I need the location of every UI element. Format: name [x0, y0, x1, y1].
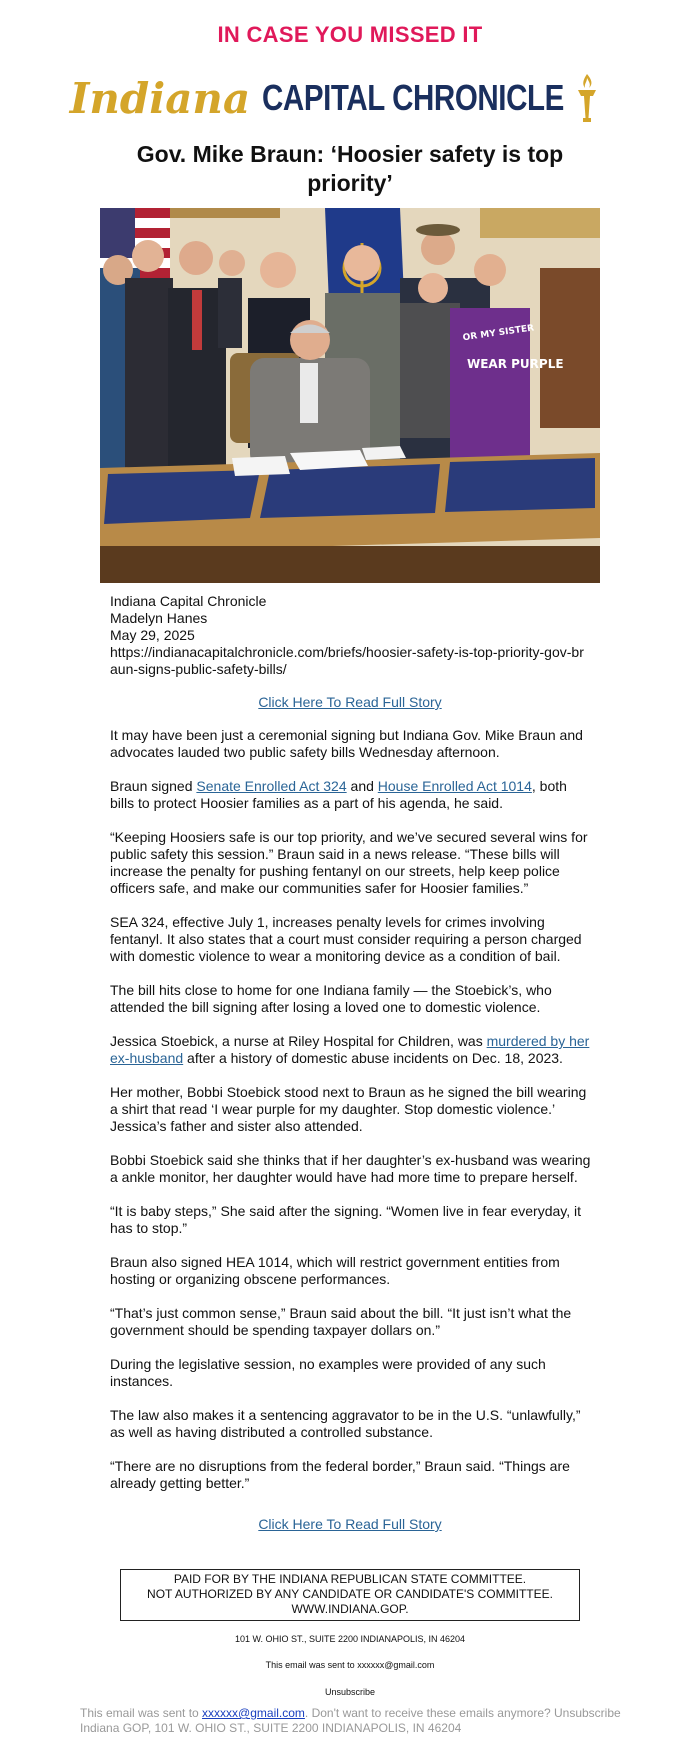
- disclaimer-line-1: PAID FOR BY THE INDIANA REPUBLICAN STATE COMMITTEE.: [173, 1572, 527, 1586]
- esp-suffix[interactable]: . Don't want to receive these emails anymore? Unsubscribe: [304, 1706, 621, 1720]
- paragraph-6: [110, 1033, 592, 1067]
- paragraph-2: [110, 778, 592, 812]
- read-full-story-link-bottom[interactable]: Click Here To Read Full Story: [258, 1516, 442, 1532]
- meta-date: May 29, 2025: [110, 627, 195, 643]
- article-body: [110, 727, 592, 1509]
- meta-publication: Indiana Capital Chronicle: [110, 593, 267, 609]
- article-meta: [110, 593, 590, 678]
- disclaimer-line-3: WWW.INDIANA.GOP.: [291, 1602, 409, 1616]
- p2-text-b: and: [346, 778, 378, 794]
- paragraph-11: “That’s just common sense,” Braun said about the bill. “It just isn’t what the government should be spending taxpayer dollars on.”: [110, 1305, 572, 1338]
- shirt-text-1: OR MY SISTER: [462, 323, 535, 344]
- article-headline: Gov. Mike Braun: ‘Hoosier safety is top priority’: [136, 141, 564, 196]
- paragraph-4: SEA 324, effective July 1, increases penalty levels for crimes involving fentanyl. It also states that a court must consider requiring a person charged with domestic violence to wear a monitoring device as a condition of bail.: [110, 914, 582, 964]
- disclaimer-line-2: NOT AUTHORIZED BY ANY CANDIDATE OR CANDIDATE'S COMMITTEE.: [147, 1587, 553, 1601]
- paragraph-9: “It is baby steps,” She said after the signing. “Women live in fear everyday, it has to stop.”: [110, 1203, 582, 1236]
- footer-address: 101 W. OHIO ST., SUITE 2200 INDIANAPOLIS, IN 46204: [234, 1634, 466, 1644]
- paid-for-disclaimer: [120, 1569, 580, 1621]
- unsubscribe-link[interactable]: Unsubscribe: [324, 1687, 376, 1697]
- esp-address: Indiana GOP, 101 W. OHIO ST., SUITE 2200 INDIANAPOLIS, IN 46204: [80, 1721, 462, 1735]
- masthead-logo[interactable]: [69, 72, 600, 124]
- meta-url: https://indianacapitalchronicle.com/briefs/hoosier-safety-is-top-priority-gov-braun-signs-public-safety-bills/: [110, 644, 584, 677]
- paragraph-7: Her mother, Bobbi Stoebick stood next to Braun as he signed the bill wearing a shirt that read ‘I wear purple for my daughter. Stop domestic violence.’ Jessica’s father and sister also attended.: [110, 1084, 587, 1134]
- p6-text-a: Jessica Stoebick, a nurse at Riley Hospital for Children, was: [110, 1033, 487, 1049]
- torch-icon: [574, 72, 600, 124]
- murdered-link[interactable]: murdered by her ex-husband: [110, 1033, 590, 1066]
- shirt-text-2: WEAR PURPLE: [467, 357, 564, 371]
- paragraph-13: The law also makes it a sentencing aggravator to be in the U.S. “unlawfully,” as well as having distributed a controlled substance.: [110, 1407, 581, 1440]
- paragraph-14: “There are no disruptions from the federal border,” Braun said. “Things are already getting better.”: [110, 1458, 570, 1491]
- masthead-capital-chronicle: CAPITAL CHRONICLE: [262, 77, 565, 118]
- paragraph-3: “Keeping Hoosiers safe is our top priority, and we’ve secured several wins for public safety this session.” Braun said in a news release. “These bills will increase the penalty for pushing fentanyl on our streets, help keep police officers safe, and make our communities safer for Hoosier families.”: [110, 829, 588, 896]
- esp-prefix: This email was sent to: [80, 1706, 203, 1720]
- esp-footer-line: [80, 1706, 680, 1720]
- paragraph-5: The bill hits close to home for one Indiana family — the Stoebick’s, who attended the bill signing after losing a loved one to domestic violence.: [110, 982, 552, 1015]
- masthead-indiana: Indiana: [69, 73, 251, 123]
- meta-author: Madelyn Hanes: [110, 610, 208, 626]
- article-photo[interactable]: [100, 208, 600, 583]
- read-full-story-link-top[interactable]: Click Here To Read Full Story: [258, 694, 442, 710]
- house-act-1014-link[interactable]: House Enrolled Act 1014: [377, 778, 532, 794]
- paragraph-12: During the legislative session, no examples were provided of any such instances.: [110, 1356, 546, 1389]
- paragraph-8: Bobbi Stoebick said she thinks that if her daughter’s ex-husband was wearing a ankle monitor, her daughter would have had more time to prepare herself.: [110, 1152, 591, 1185]
- p2-text-c: , both bills to protect Hoosier families as a part of his agenda, he said.: [110, 778, 567, 811]
- p6-text-b: after a history of domestic abuse incidents on Dec. 18, 2023.: [183, 1050, 563, 1066]
- esp-email-link[interactable]: xxxxxx@gmail.com: [202, 1706, 305, 1720]
- senate-act-324-link[interactable]: Senate Enrolled Act 324: [196, 778, 347, 794]
- banner-heading: IN CASE YOU MISSED IT: [217, 22, 483, 47]
- desk: [100, 446, 600, 583]
- footer-sent-to: This email was sent to xxxxxx@gmail.com: [265, 1660, 435, 1670]
- paragraph-10: Braun also signed HEA 1014, which will restrict government entities from hosting or organizing obscene performances.: [110, 1254, 560, 1287]
- p2-text-a: Braun signed: [110, 778, 197, 794]
- paragraph-1: It may have been just a ceremonial signing but Indiana Gov. Mike Braun and advocates lauded two public safety bills Wednesday afternoon.: [110, 727, 583, 760]
- signing-photo-illustration: [100, 208, 600, 583]
